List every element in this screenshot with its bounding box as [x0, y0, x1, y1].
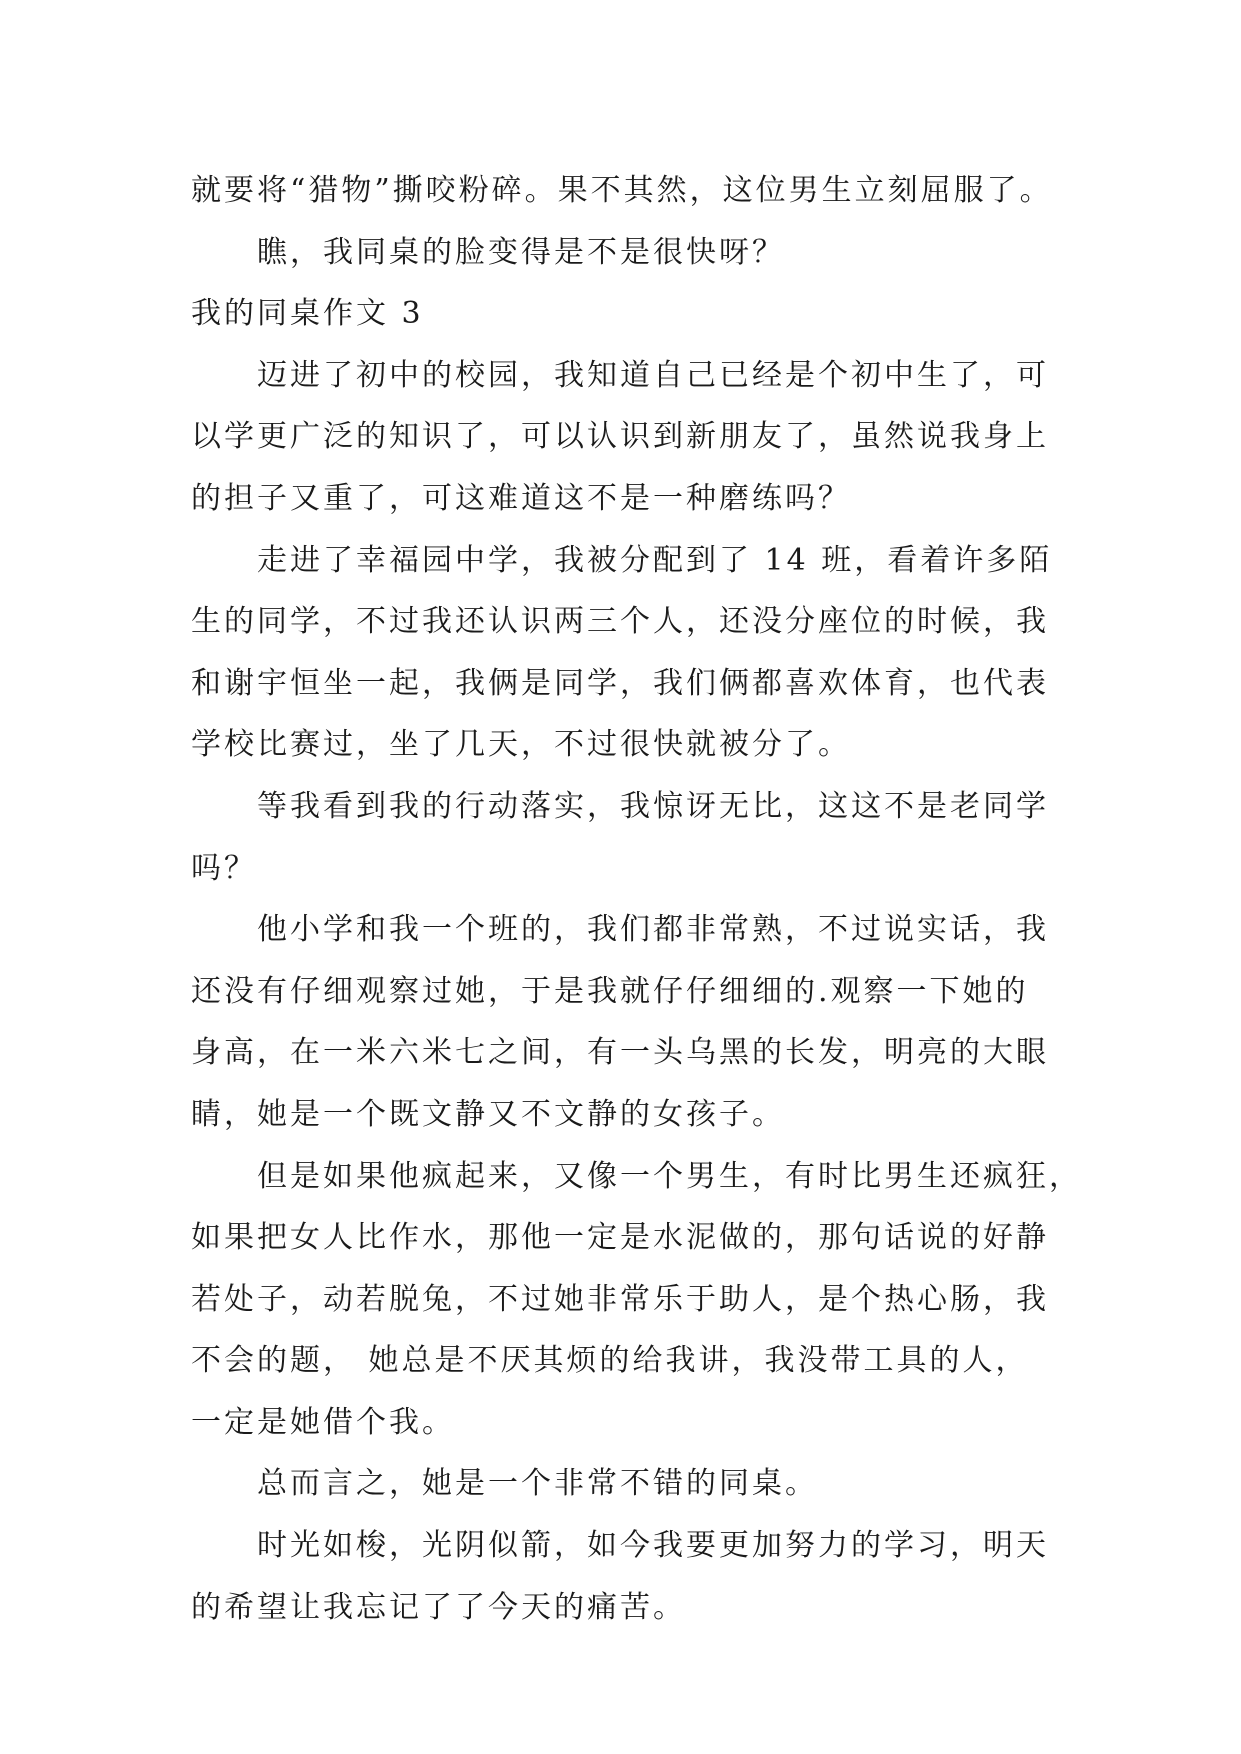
text-line: 等我看到我的行动落实，我惊讶无比，这这不是老同学 [257, 788, 1049, 824]
text-line: 身高，在一米六米七之间，有一头乌黑的长发，明亮的大眼 [191, 1035, 1049, 1071]
text-line: 他小学和我一个班的，我们都非常熟，不过说实话，我 [257, 912, 1049, 948]
text-line: 吗？ [191, 850, 257, 886]
essay-body [191, 160, 1082, 1638]
text-line: 时光如梭，光阴似箭，如今我要更加努力的学习，明天 [257, 1528, 1049, 1564]
text-line: 就要将“猎物”撕咬粉碎。果不其然，这位男生立刻屈服了。 [191, 173, 1053, 208]
text-line: 迈进了初中的校园，我知道自己已经是个初中生了，可 [257, 357, 1049, 393]
text-line: 的希望让我忘记了了今天的痛苦。 [191, 1589, 686, 1625]
text-line: 若处子，动若脱兔，不过她非常乐于助人，是个热心肠，我 [191, 1281, 1049, 1317]
text-line: 和谢宇恒坐一起，我俩是同学，我们俩都喜欢体育，也代表 [191, 665, 1049, 701]
text-line: 瞧，我同桌的脸变得是不是很快呀？ [257, 234, 785, 270]
text-line: 学校比赛过，坐了几天，不过很快就被分了。 [191, 727, 851, 763]
text-line: 总而言之，她是一个非常不错的同桌。 [257, 1466, 818, 1502]
text-line: 的担子又重了，可这难道这不是一种磨练吗？ [191, 480, 851, 516]
text-line: 但是如果他疯起来，又像一个男生，有时比男生还疯狂， [257, 1158, 1082, 1194]
text-line: 不会的题， 她总是不厌其烦的给我讲，我没带工具的人， [191, 1343, 1029, 1379]
text-line: 如果把女人比作水，那他一定是水泥做的，那句话说的好静 [191, 1220, 1049, 1256]
text-line: 生的同学，不过我还认识两三个人，还没分座位的时候，我 [191, 604, 1049, 640]
text-line: 还没有仔细观察过她，于是我就仔仔细细的.观察一下她的 [191, 973, 1029, 1009]
text-line: 一定是她借个我。 [191, 1404, 455, 1440]
text-line: 走进了幸福园中学，我被分配到了 14 班，看着许多陌 [257, 542, 1053, 578]
section-heading: 我的同桌作文 3 [191, 296, 424, 332]
text-line: 以学更广泛的知识了，可以认识到新朋友了，虽然说我身上 [191, 419, 1049, 455]
text-line: 睛，她是一个既文静又不文静的女孩子。 [191, 1096, 785, 1132]
